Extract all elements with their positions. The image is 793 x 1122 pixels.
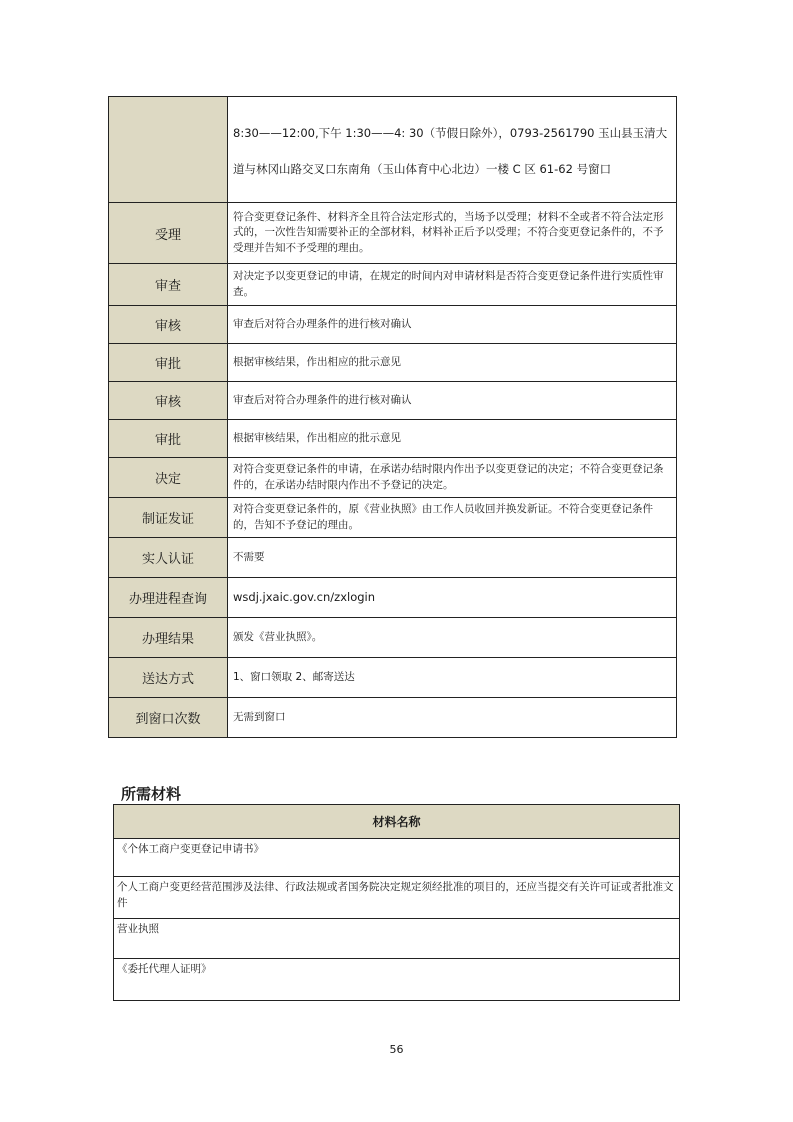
row-label: 到窗口次数 [109, 698, 228, 738]
material-item: 《委托代理人证明》 [114, 959, 680, 1001]
table-row [109, 658, 677, 698]
table-row [109, 578, 677, 618]
section-heading: 所需材料 [121, 785, 182, 803]
row-label: 送达方式 [109, 658, 228, 698]
row-label: 实人认证 [109, 538, 228, 578]
materials-table [113, 804, 680, 1001]
row-content: 对符合变更登记条件的申请，在承诺办结时限内作出予以变更登记的决定；不符合变更登记条件的，在承诺办结时限内作出不予登记的决定。 [228, 458, 677, 498]
table-row [114, 839, 680, 877]
row-content: 不需要 [228, 538, 677, 578]
row-content: 符合变更登记条件、材料齐全且符合法定形式的，当场予以受理；材料不全或者不符合法定形式的，一次性告知需要补正的全部材料，材料补正后予以受理；不符合变更登记条件的，不予受理并告知不予受理的理由。 [228, 203, 677, 264]
row-label: 审核 [109, 306, 228, 344]
table-row [109, 420, 677, 458]
table-row [109, 498, 677, 538]
page-number: 56 [389, 1043, 404, 1056]
row-label: 审批 [109, 344, 228, 382]
table-row [109, 382, 677, 420]
table-row [109, 306, 677, 344]
table-row [109, 203, 677, 264]
table-row [109, 698, 677, 738]
table-row [109, 458, 677, 498]
table-row [109, 344, 677, 382]
row-content: 审查后对符合办理条件的进行核对确认 [228, 306, 677, 344]
row-label: 审查 [109, 264, 228, 306]
row-label: 审批 [109, 420, 228, 458]
table-row [114, 877, 680, 919]
row-content: 根据审核结果，作出相应的批示意见 [228, 344, 677, 382]
row-content: 对符合变更登记条件的，原《营业执照》由工作人员收回并换发新证。不符合变更登记条件的，告知不予登记的理由。 [228, 498, 677, 538]
row-content: 审查后对符合办理条件的进行核对确认 [228, 382, 677, 420]
process-table [108, 96, 677, 738]
row-content: 对决定予以变更登记的申请，在规定的时间内对申请材料是否符合变更登记条件进行实质性审查。 [228, 264, 677, 306]
table-row [114, 919, 680, 959]
table-row [109, 618, 677, 658]
row-content: 根据审核结果，作出相应的批示意见 [228, 420, 677, 458]
table-row [109, 97, 677, 203]
row-label: 制证发证 [109, 498, 228, 538]
row-label: 办理结果 [109, 618, 228, 658]
row-content: 1、窗口领取 2、邮寄送达 [228, 658, 677, 698]
table-row [114, 959, 680, 1001]
material-item: 营业执照 [114, 919, 680, 959]
row-label: 决定 [109, 458, 228, 498]
row-content: 颁发《营业执照》。 [228, 618, 677, 658]
table-row [109, 264, 677, 306]
material-item: 个人工商户变更经营范围涉及法律、行政法规或者国务院决定规定须经批准的项目的，还应当提交有关许可证或者批准文件 [114, 877, 680, 919]
row-label [109, 97, 228, 203]
row-content: 无需到窗口 [228, 698, 677, 738]
progress-query-url: wsdj.jxaic.gov.cn/zxlogin [228, 578, 677, 618]
office-hours-address: 8:30——12:00,下午 1:30——4: 30（节假日除外），0793-2561790 玉山县玉清大道与林冈山路交叉口东南角（玉山体育中心北边）一楼 C 区 61-62 号窗口 [228, 97, 677, 203]
row-label: 受理 [109, 203, 228, 264]
table-row [109, 538, 677, 578]
table-header-row [114, 805, 680, 839]
material-item: 《个体工商户变更登记申请书》 [114, 839, 680, 877]
column-header: 材料名称 [114, 805, 680, 839]
row-label: 办理进程查询 [109, 578, 228, 618]
row-label: 审核 [109, 382, 228, 420]
